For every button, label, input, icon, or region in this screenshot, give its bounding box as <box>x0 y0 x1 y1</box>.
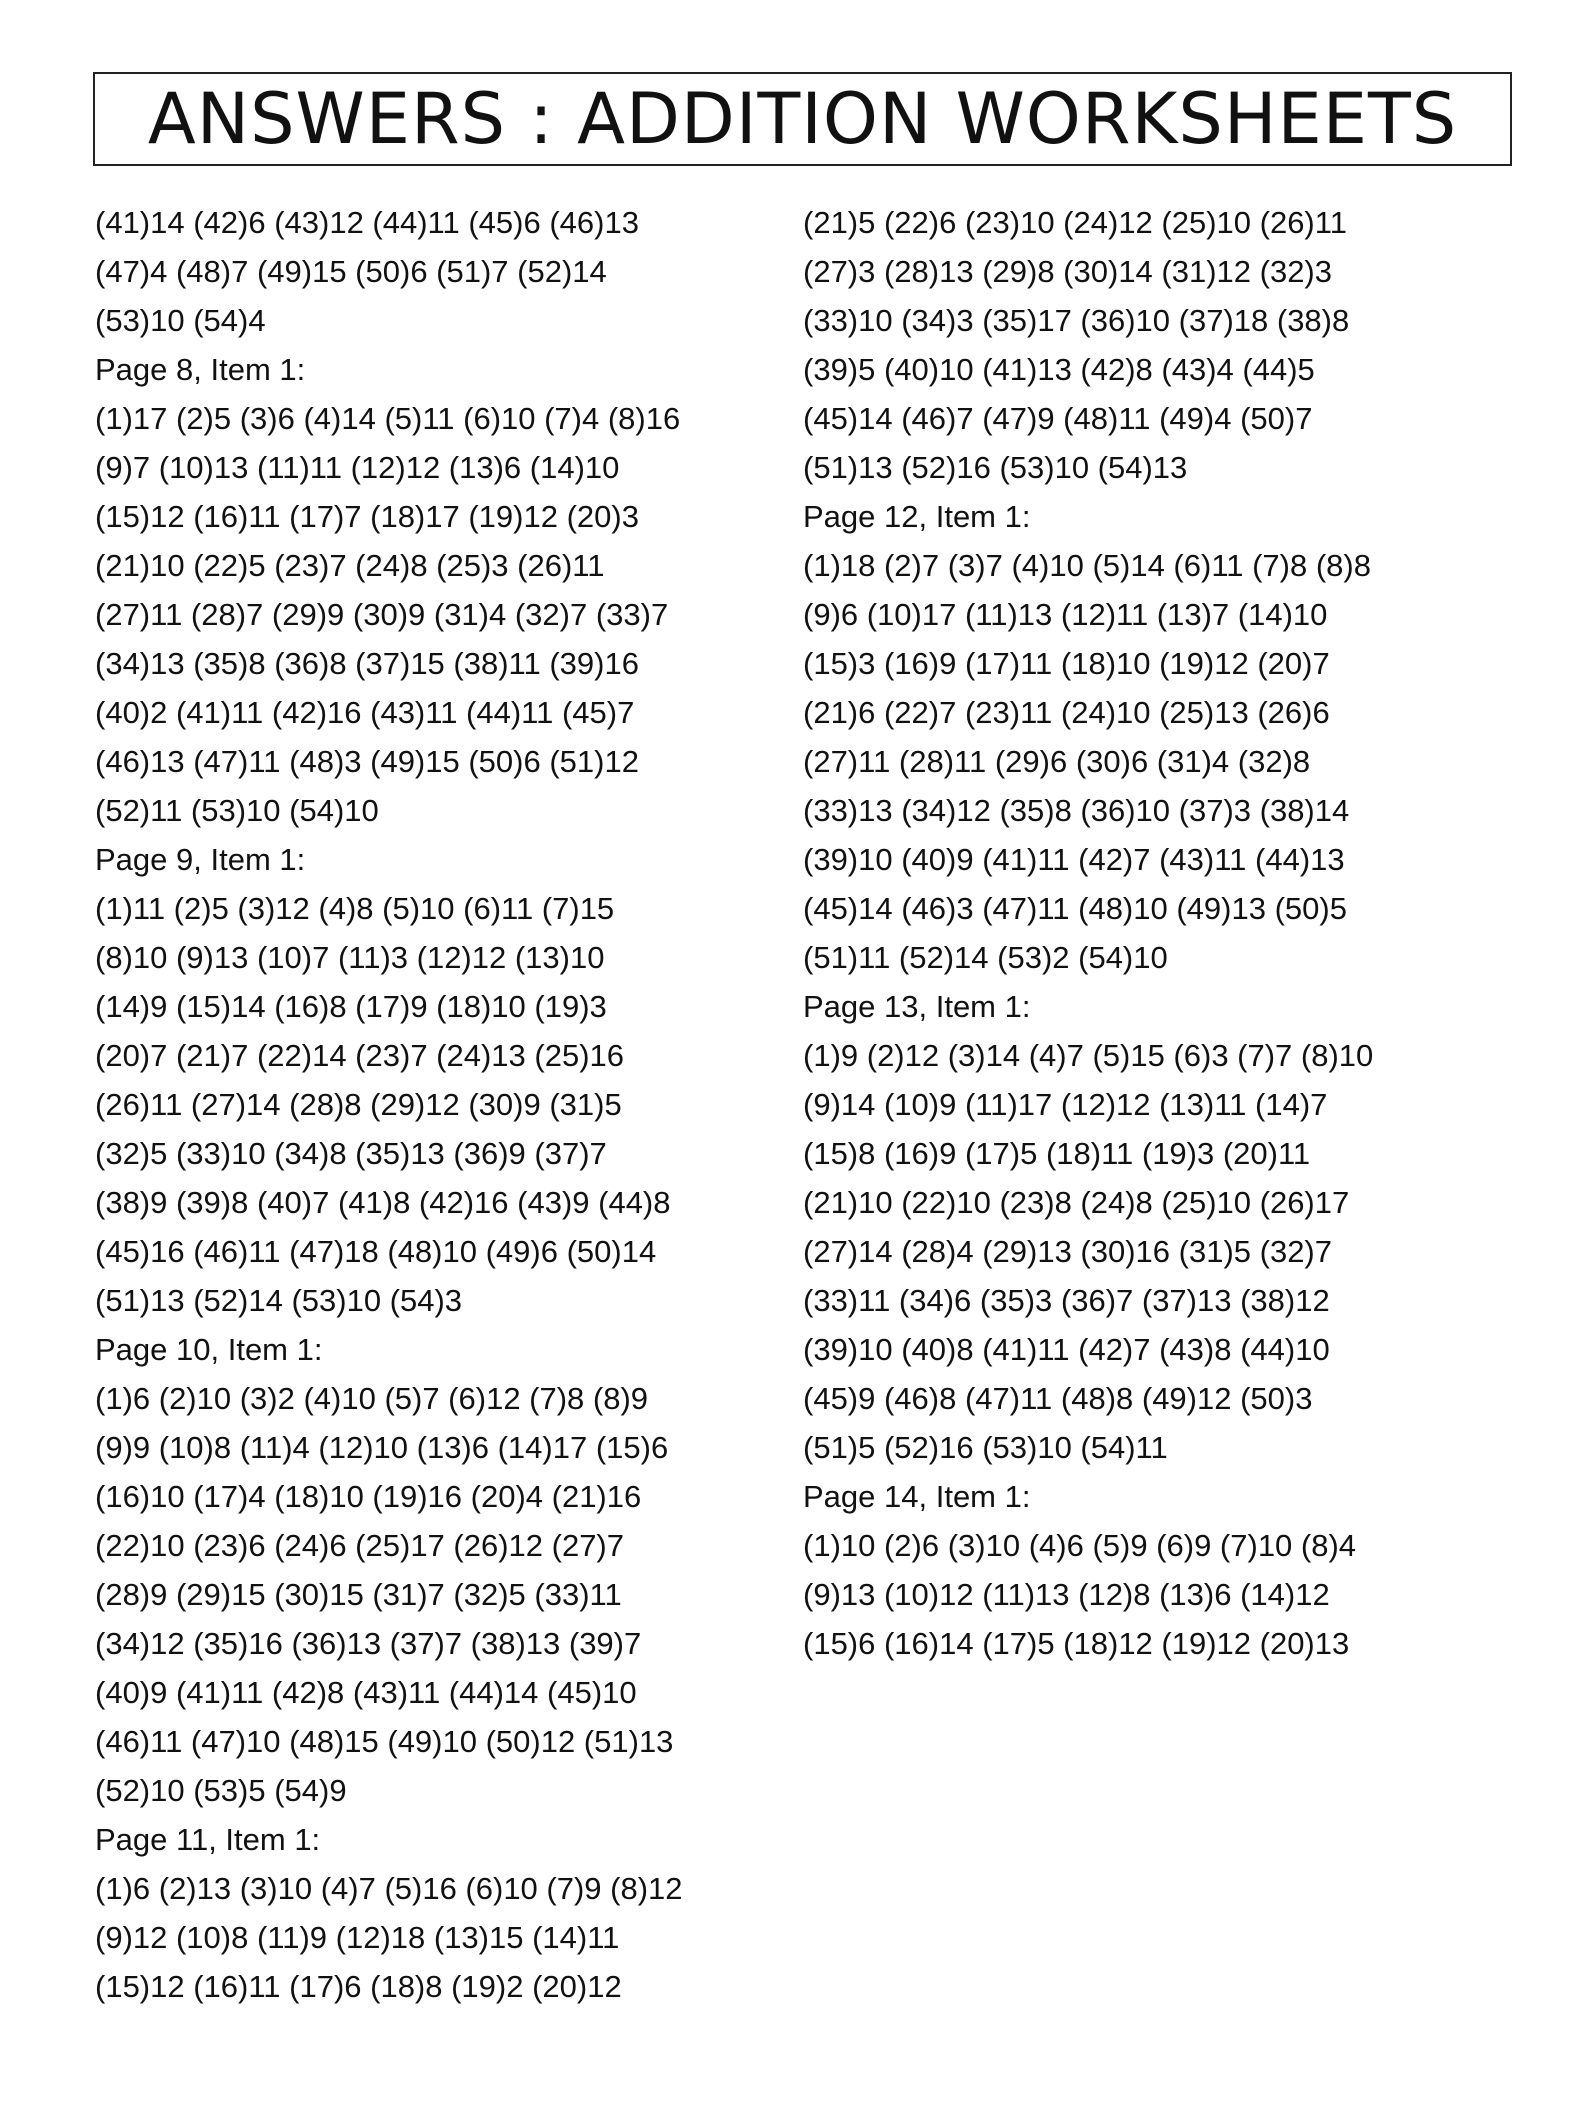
answer-line: (28)9 (29)15 (30)15 (31)7 (32)5 (33)11 <box>95 1577 622 1612</box>
answer-line: (14)9 (15)14 (16)8 (17)9 (18)10 (19)3 <box>95 989 607 1024</box>
answer-line: (51)13 (52)14 (53)10 (54)3 <box>95 1283 463 1318</box>
answer-line: (45)9 (46)8 (47)11 (48)8 (49)12 (50)3 <box>803 1381 1313 1416</box>
answer-line: (46)13 (47)11 (48)3 (49)15 (50)6 (51)12 <box>95 744 639 779</box>
answer-line: (39)5 (40)10 (41)13 (42)8 (43)4 (44)5 <box>803 352 1315 387</box>
answer-line: (15)3 (16)9 (17)11 (18)10 (19)12 (20)7 <box>803 646 1330 681</box>
page-heading: Page 13, Item 1: <box>803 989 1031 1024</box>
answers-column-right <box>803 198 1503 1668</box>
answer-line: (39)10 (40)8 (41)11 (42)7 (43)8 (44)10 <box>803 1332 1330 1367</box>
page-heading: Page 12, Item 1: <box>803 499 1031 534</box>
answer-line: (34)12 (35)16 (36)13 (37)7 (38)13 (39)7 <box>95 1626 642 1661</box>
page-heading: Page 11, Item 1: <box>95 1822 321 1857</box>
answer-line: (1)11 (2)5 (3)12 (4)8 (5)10 (6)11 (7)15 <box>95 891 615 926</box>
answers-column-left <box>95 198 795 2011</box>
answer-line: (21)10 (22)10 (23)8 (24)8 (25)10 (26)17 <box>803 1185 1350 1220</box>
answer-line: (52)10 (53)5 (54)9 <box>95 1773 347 1808</box>
answer-line: (39)10 (40)9 (41)11 (42)7 (43)11 (44)13 <box>803 842 1345 877</box>
answer-line: (47)4 (48)7 (49)15 (50)6 (51)7 (52)14 <box>95 254 607 289</box>
answer-line: (27)11 (28)7 (29)9 (30)9 (31)4 (32)7 (33)7 <box>95 597 669 632</box>
answer-line: (33)10 (34)3 (35)17 (36)10 (37)18 (38)8 <box>803 303 1350 338</box>
answer-line: (21)5 (22)6 (23)10 (24)12 (25)10 (26)11 <box>803 205 1347 240</box>
answer-line: (51)11 (52)14 (53)2 (54)10 <box>803 940 1168 975</box>
page-title: ANSWERS : ADDITION WORKSHEETS <box>147 78 1458 160</box>
answer-line: (1)6 (2)10 (3)2 (4)10 (5)7 (6)12 (7)8 (8)9 <box>95 1381 649 1416</box>
answer-line: (15)8 (16)9 (17)5 (18)11 (19)3 (20)11 <box>803 1136 1311 1171</box>
answer-line: (27)14 (28)4 (29)13 (30)16 (31)5 (32)7 <box>803 1234 1332 1269</box>
answer-line: (9)12 (10)8 (11)9 (12)18 (13)15 (14)11 <box>95 1920 620 1955</box>
page-heading: Page 10, Item 1: <box>95 1332 323 1367</box>
answer-line: (1)18 (2)7 (3)7 (4)10 (5)14 (6)11 (7)8 (8)8 <box>803 548 1371 583</box>
answer-line: (33)13 (34)12 (35)8 (36)10 (37)3 (38)14 <box>803 793 1350 828</box>
title-box <box>93 72 1512 166</box>
answer-line: (15)12 (16)11 (17)7 (18)17 (19)12 (20)3 <box>95 499 639 534</box>
answer-line: (51)5 (52)16 (53)10 (54)11 <box>803 1430 1168 1465</box>
answer-line: (52)11 (53)10 (54)10 <box>95 793 379 828</box>
answer-line: (15)6 (16)14 (17)5 (18)12 (19)12 (20)13 <box>803 1626 1350 1661</box>
page-heading: Page 9, Item 1: <box>95 842 306 877</box>
answer-line: (8)10 (9)13 (10)7 (11)3 (12)12 (13)10 <box>95 940 605 975</box>
answer-line: (40)2 (41)11 (42)16 (43)11 (44)11 (45)7 <box>95 695 635 730</box>
answer-line: (27)11 (28)11 (29)6 (30)6 (31)4 (32)8 <box>803 744 1311 779</box>
page-heading: Page 8, Item 1: <box>95 352 306 387</box>
answer-line: (45)14 (46)3 (47)11 (48)10 (49)13 (50)5 <box>803 891 1347 926</box>
answer-line: (9)13 (10)12 (11)13 (12)8 (13)6 (14)12 <box>803 1577 1330 1612</box>
answer-line: (32)5 (33)10 (34)8 (35)13 (36)9 (37)7 <box>95 1136 607 1171</box>
answer-line: (46)11 (47)10 (48)15 (49)10 (50)12 (51)13 <box>95 1724 674 1759</box>
answer-line: (45)14 (46)7 (47)9 (48)11 (49)4 (50)7 <box>803 401 1313 436</box>
answer-line: (9)14 (10)9 (11)17 (12)12 (13)11 (14)7 <box>803 1087 1328 1122</box>
answer-line: (20)7 (21)7 (22)14 (23)7 (24)13 (25)16 <box>95 1038 624 1073</box>
answer-line: (27)3 (28)13 (29)8 (30)14 (31)12 (32)3 <box>803 254 1332 289</box>
answer-line: (9)7 (10)13 (11)11 (12)12 (13)6 (14)10 <box>95 450 620 485</box>
answer-line: (45)16 (46)11 (47)18 (48)10 (49)6 (50)14 <box>95 1234 657 1269</box>
answer-line: (26)11 (27)14 (28)8 (29)12 (30)9 (31)5 <box>95 1087 622 1122</box>
answer-line: (53)10 (54)4 <box>95 303 266 338</box>
answer-line: (38)9 (39)8 (40)7 (41)8 (42)16 (43)9 (44)8 <box>95 1185 671 1220</box>
answer-line: (15)12 (16)11 (17)6 (18)8 (19)2 (20)12 <box>95 1969 622 2004</box>
answer-line: (34)13 (35)8 (36)8 (37)15 (38)11 (39)16 <box>95 646 639 681</box>
answer-line: (16)10 (17)4 (18)10 (19)16 (20)4 (21)16 <box>95 1479 642 1514</box>
answer-line: (33)11 (34)6 (35)3 (36)7 (37)13 (38)12 <box>803 1283 1330 1318</box>
page-heading: Page 14, Item 1: <box>803 1479 1031 1514</box>
answer-line: (1)6 (2)13 (3)10 (4)7 (5)16 (6)10 (7)9 (8)12 <box>95 1871 683 1906</box>
answer-line: (1)17 (2)5 (3)6 (4)14 (5)11 (6)10 (7)4 (8)16 <box>95 401 681 436</box>
answer-line: (51)13 (52)16 (53)10 (54)13 <box>803 450 1188 485</box>
answer-line: (21)10 (22)5 (23)7 (24)8 (25)3 (26)11 <box>95 548 605 583</box>
answer-line: (9)9 (10)8 (11)4 (12)10 (13)6 (14)17 (15)6 <box>95 1430 669 1465</box>
answer-line: (9)6 (10)17 (11)13 (12)11 (13)7 (14)10 <box>803 597 1328 632</box>
answer-line: (40)9 (41)11 (42)8 (43)11 (44)14 (45)10 <box>95 1675 637 1710</box>
answer-line: (22)10 (23)6 (24)6 (25)17 (26)12 (27)7 <box>95 1528 624 1563</box>
answer-line: (1)9 (2)12 (3)14 (4)7 (5)15 (6)3 (7)7 (8)10 <box>803 1038 1374 1073</box>
answer-line: (21)6 (22)7 (23)11 (24)10 (25)13 (26)6 <box>803 695 1330 730</box>
answer-line: (41)14 (42)6 (43)12 (44)11 (45)6 (46)13 <box>95 205 639 240</box>
answer-line: (1)10 (2)6 (3)10 (4)6 (5)9 (6)9 (7)10 (8)4 <box>803 1528 1357 1563</box>
